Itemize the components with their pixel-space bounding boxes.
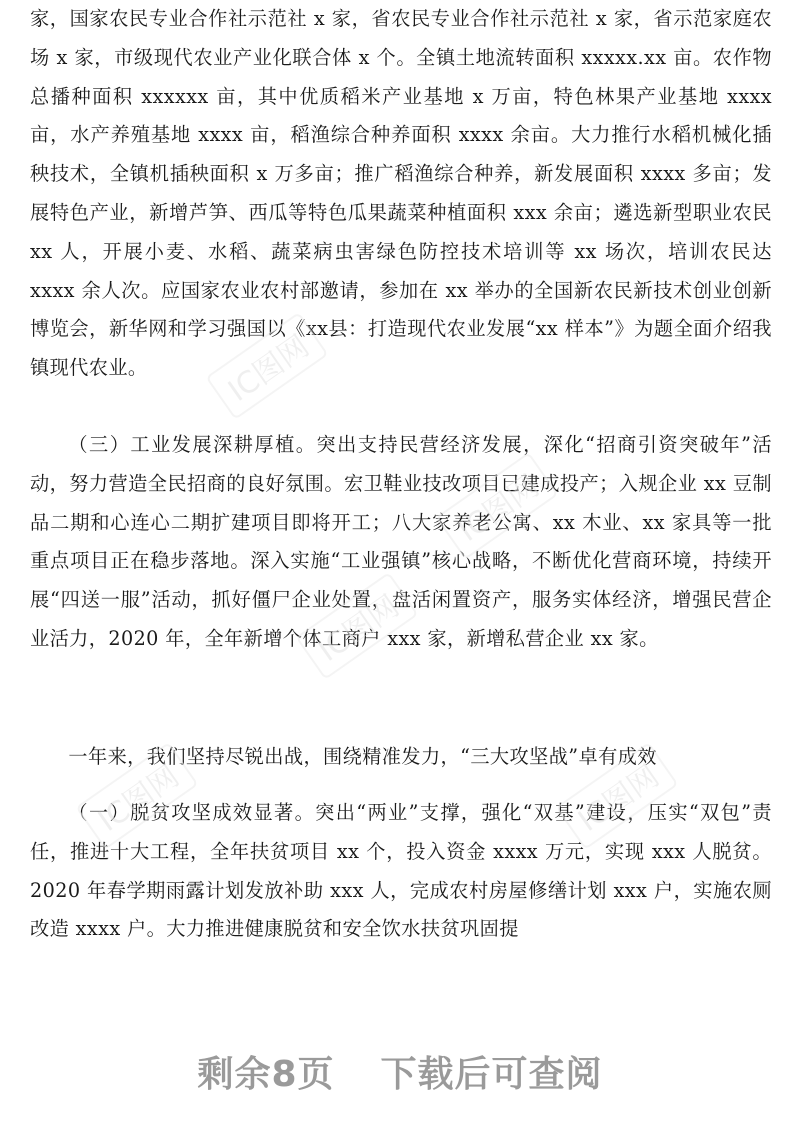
watermark-logo: IC图网	[295, 572, 418, 680]
paragraph-section-heading: 一年来，我们坚持尽锐出战，围绕精准发力，“三大攻坚战”卓有成效	[68, 745, 657, 768]
watermark-logo: IC图网	[75, 742, 198, 850]
paragraph-poverty-alleviation: （一）脱贫攻坚成效显著。突出“两业”支撑，强化“双基”建设，压实“双包”责任，推进十大工程，全年扶贫项目 xx 个，投入资金 xxxx 万元，实现 xxx 人脱贫。2020 年春学期雨露计划发放补助 xxx 人，完成农村房屋修缮计划 xxx 户，实施农厕改造 xxxx 户。大力推进健康脱贫和安全饮水扶贫巩固提	[30, 801, 772, 941]
download-to-view-label: 下载后可查阅	[380, 1054, 603, 1095]
download-prompt-banner[interactable]	[0, 1046, 800, 1097]
watermark-logo: IC图网	[555, 742, 678, 850]
watermark-logo: IC图网	[435, 452, 558, 560]
paragraph-industry-development: （三）工业发展深耕厚植。突出支持民营经济发展，深化“招商引资突破年”活动，努力营造全民招商的良好氛围。宏卫鞋业技改项目已建成投产；入规企业 xx 豆制品二期和心连心二期扩建项目即将开工；八大家养老公寓、xx 木业、xx 家具等一批重点项目正在稳步落地。深入实施“工业强镇”核心战略，不断优化营商环境，持续开展“四送一服”活动，抓好僵尸企业处置，盘活闲置资产，服务实体经济，增强民营企业活力，2020 年，全年新增个体工商户 xxx 家，新增私营企业 xx 家。	[30, 433, 772, 650]
paragraph-agriculture-continued: 家，国家农民专业合作社示范社 x 家，省农民专业合作社示范社 x 家，省示范家庭农场 x 家，市级现代农业产业化联合体 x 个。全镇土地流转面积 xxxxx.xx 亩。农作物总播种面积 xxxxxx 亩，其中优质稻米产业基地 x 万亩，特色林果产业基地 xxxx 亩，水产养殖基地 xxxx 亩，稻渔综合种养面积 xxxx 余亩。大力推行水稻机械化插秧技术，全镇机插秧面积 x 万多亩；推广稻渔综合种养，新发展面积 xxxx 多亩；发展特色产业，新增芦笋、西瓜等特色瓜果蔬菜种植面积 xxx 余亩；遴选新型职业农民 xx 人，开展小麦、水稻、蔬菜病虫害绿色防控技术培训等 xx 场次，培训农民达 xxxx 余人次。应国家农业农村部邀请，参加在 xx 举办的全国新农民新技术创业创新博览会，新华网和学习强国以《xx县：打造现代农业发展“xx 样本”》为题全面介绍我镇现代农业。	[30, 7, 772, 380]
watermark-logo: IC图网	[205, 312, 328, 420]
remaining-pages-label: 剩余8页	[197, 1054, 335, 1095]
